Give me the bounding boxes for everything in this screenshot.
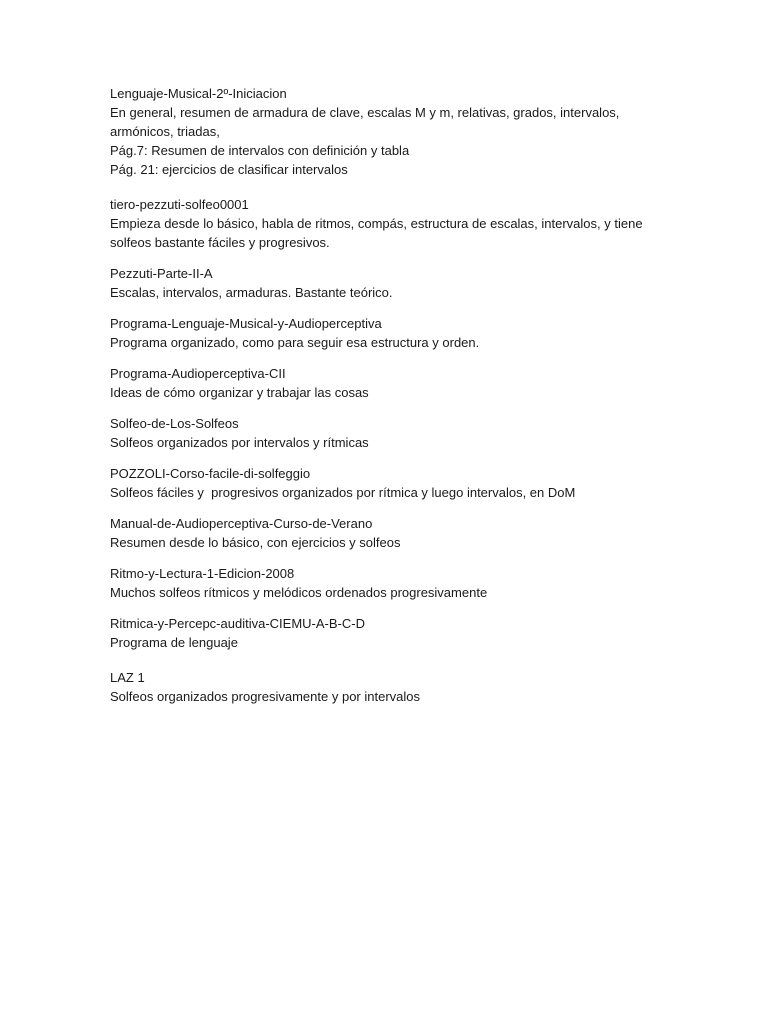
entry-description: Programa organizado, como para seguir esa estructura y orden.: [110, 335, 480, 350]
entry-solfeo-de-los-solfeos: [110, 414, 670, 452]
entry-ritmica-percepc: [110, 614, 670, 652]
entry-programa-lenguaje: [110, 314, 670, 352]
entry-description: armónicos, triadas,: [110, 124, 220, 139]
entry-title: Solfeo-de-Los-Solfeos: [110, 416, 239, 431]
entry-title: LAZ 1: [110, 670, 145, 685]
entry-title: Ritmo-y-Lectura-1-Edicion-2008: [110, 566, 295, 581]
entry-title: POZZOLI-Corso-facile-di-solfeggio: [110, 466, 311, 481]
entry-programa-audioperceptiva: [110, 364, 670, 402]
entry-laz-1: [110, 668, 670, 706]
entry-tiero-pezzuti: [110, 195, 670, 252]
entry-title: Programa-Audioperceptiva-CII: [110, 366, 286, 381]
entry-manual-audioperceptiva: [110, 514, 670, 552]
entry-title: Programa-Lenguaje-Musical-y-Audioperceptiva: [110, 316, 382, 331]
entry-description: En general, resumen de armadura de clave, escalas M y m, relativas, grados, intervalos,: [110, 105, 620, 120]
document-page: [110, 84, 670, 706]
entry-pezzuti-parte-ii: [110, 264, 670, 302]
entry-title: Pezzuti-Parte-II-A: [110, 266, 213, 281]
entry-description: Resumen desde lo básico, con ejercicios y solfeos: [110, 535, 401, 550]
entry-description: Pág. 21: ejercicios de clasificar intervalos: [110, 162, 348, 177]
entry-title: Lenguaje-Musical-2º-Iniciacion: [110, 86, 287, 101]
entry-description: Ideas de cómo organizar y trabajar las cosas: [110, 385, 369, 400]
entry-title: tiero-pezzuti-solfeo0001: [110, 197, 249, 212]
entry-description: Muchos solfeos rítmicos y melódicos ordenados progresivamente: [110, 585, 488, 600]
entry-pozzoli: [110, 464, 670, 502]
entry-title: Ritmica-y-Percepc-auditiva-CIEMU-A-B-C-D: [110, 616, 365, 631]
entry-title: Manual-de-Audioperceptiva-Curso-de-Verano: [110, 516, 373, 531]
entry-description: Solfeos fáciles y progresivos organizados por rítmica y luego intervalos, en DoM: [110, 485, 576, 500]
entry-ritmo-y-lectura: [110, 564, 670, 602]
entry-description: Escalas, intervalos, armaduras. Bastante teórico.: [110, 285, 393, 300]
entry-description: Solfeos organizados progresivamente y por intervalos: [110, 689, 421, 704]
entry-description: Solfeos organizados por intervalos y rítmicas: [110, 435, 369, 450]
entry-lenguaje-musical: [110, 84, 670, 179]
entry-description: solfeos bastante fáciles y progresivos.: [110, 235, 330, 250]
entry-description: Pág.7: Resumen de intervalos con definición y tabla: [110, 143, 410, 158]
entry-description: Empieza desde lo básico, habla de ritmos, compás, estructura de escalas, intervalos, y tiene: [110, 216, 643, 231]
entry-description: Programa de lenguaje: [110, 635, 238, 650]
